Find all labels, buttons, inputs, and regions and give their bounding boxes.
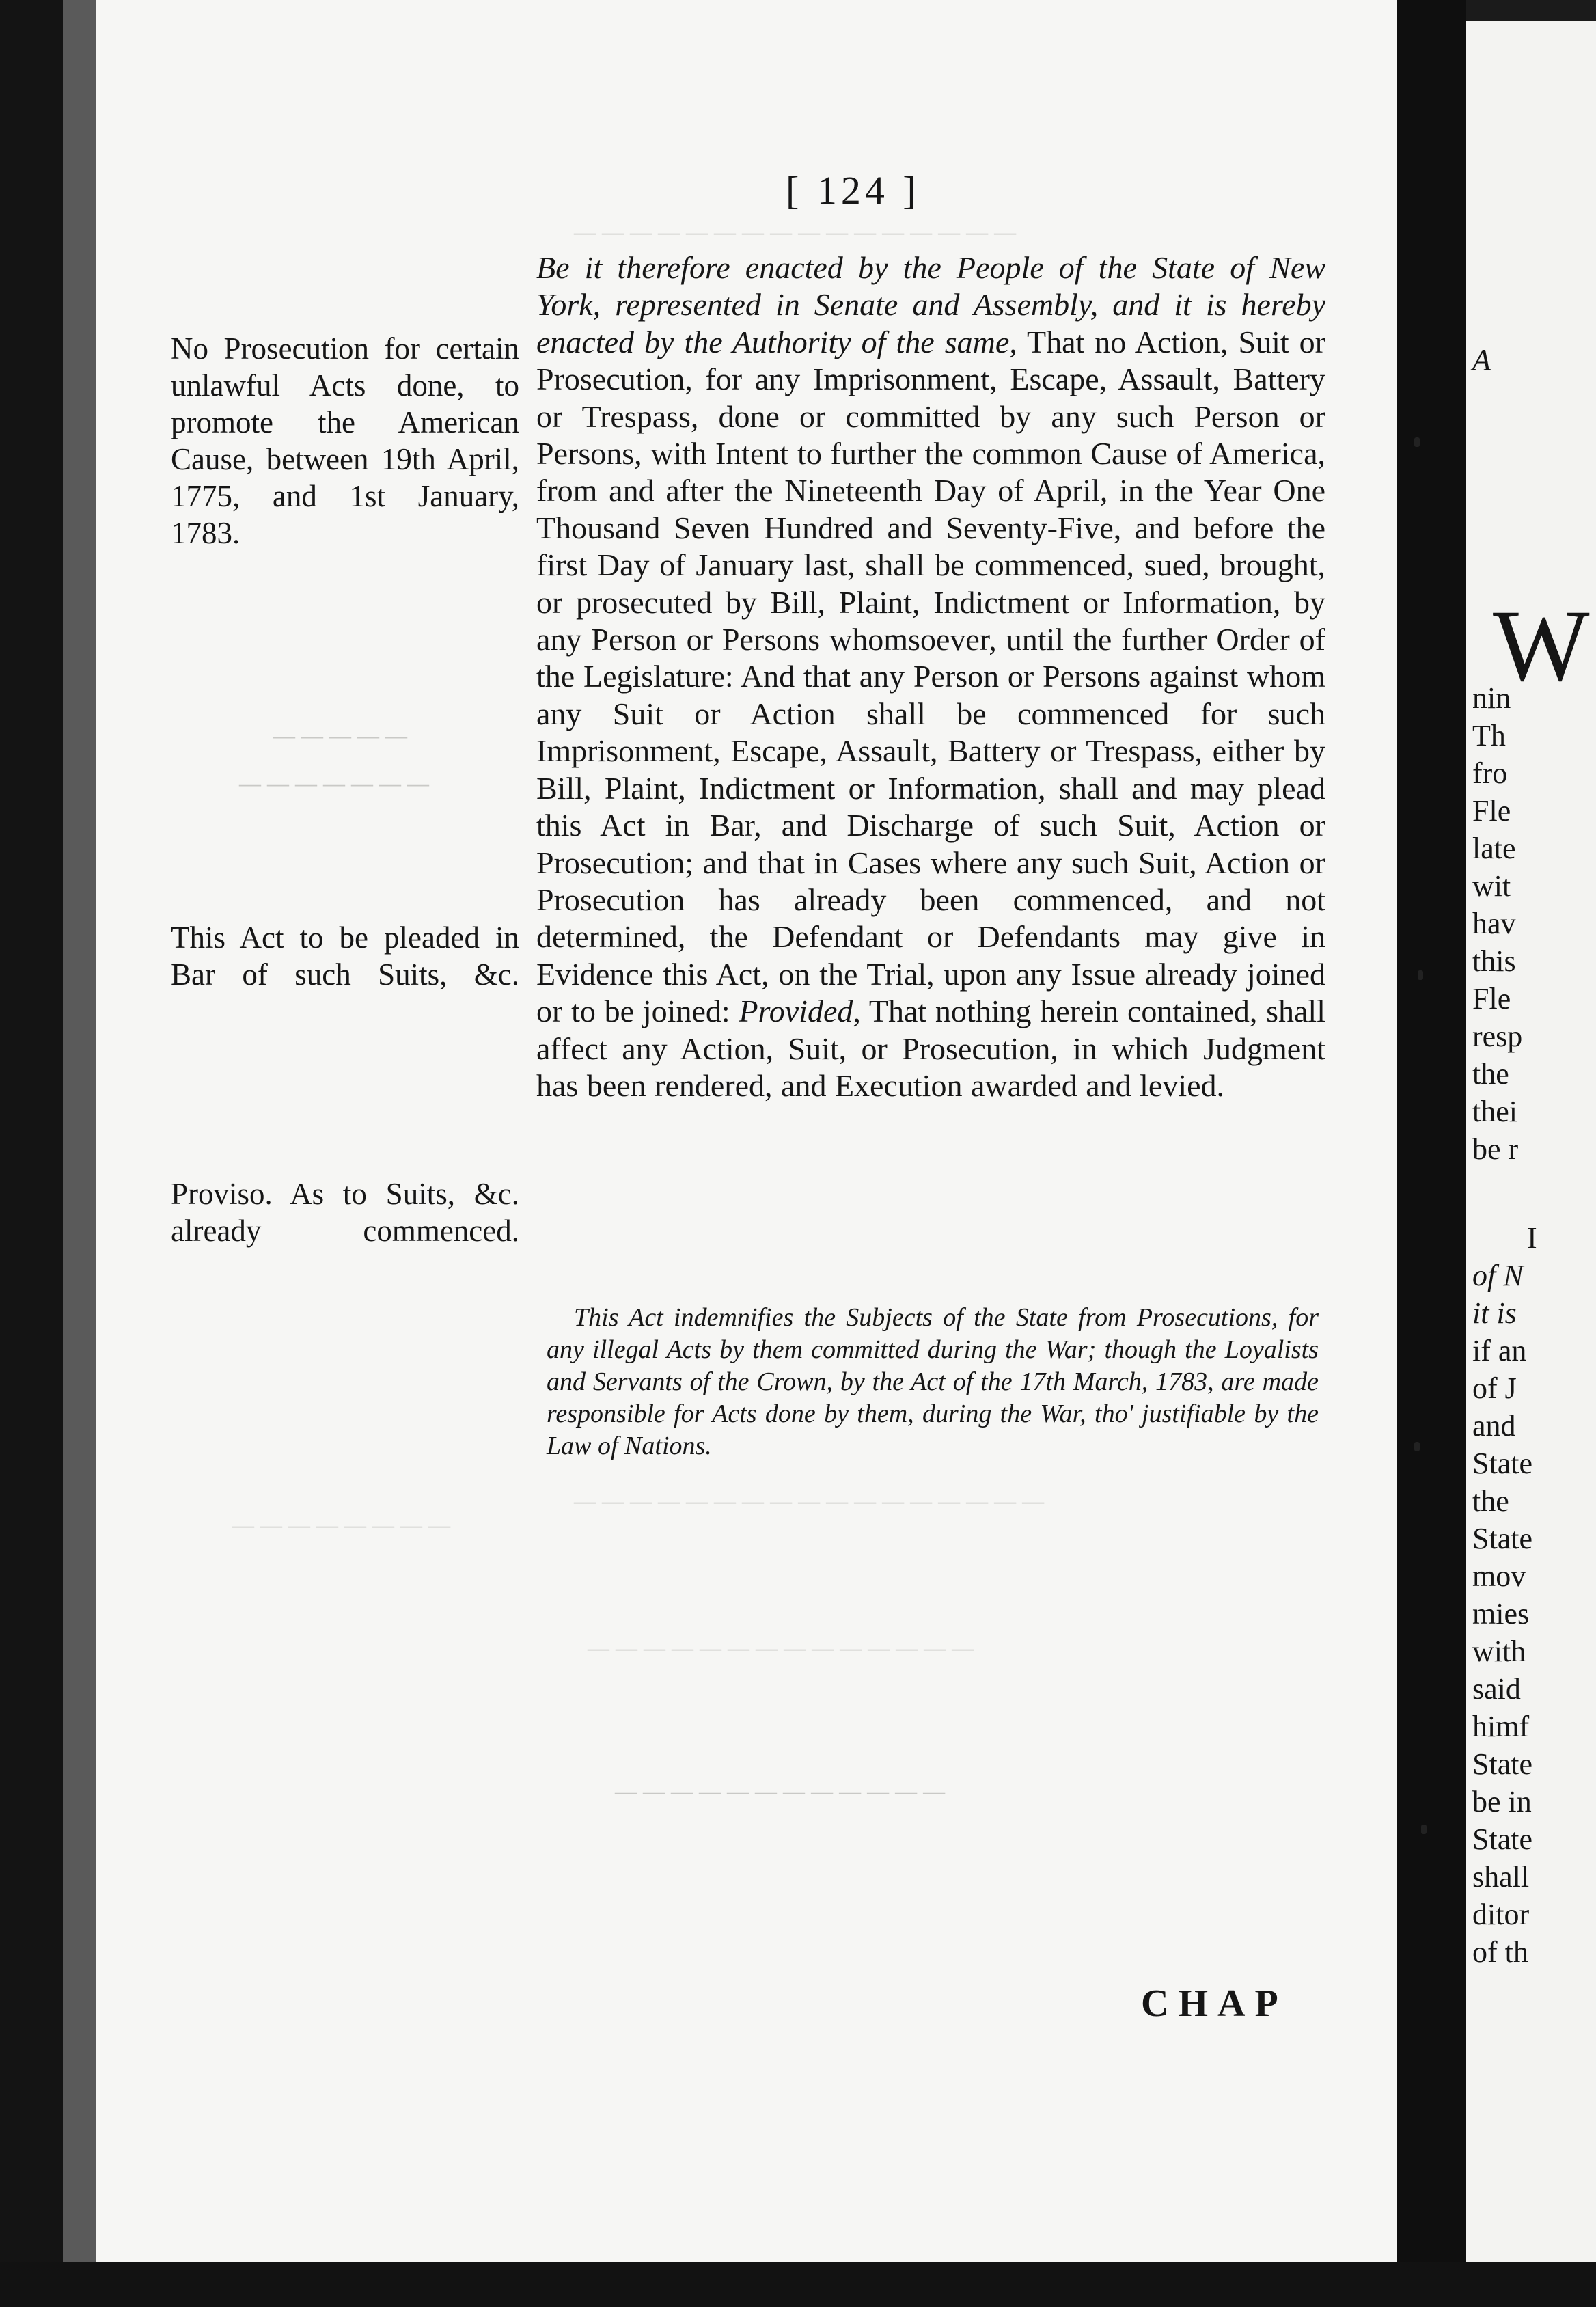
margin-note-no-prosecution: No Prosecution for certain unlawful Acts done, to promote the American Cause, between 19th April, 1775, and 1st January, 1783. [171, 331, 519, 550]
facing-page-fragment: this [1472, 944, 1516, 978]
page-edge [63, 0, 97, 2307]
facing-page-fragment: the [1472, 1057, 1509, 1091]
facing-page-fragment: nin [1472, 681, 1511, 715]
facing-page-fragment: late [1472, 832, 1516, 865]
bleed-through: — — — — — — — — — — — — — — — — — [574, 1487, 1045, 1514]
facing-page-fragment: Th [1472, 719, 1506, 752]
scan-bottom-edge [0, 2262, 1596, 2307]
facing-page-fragment: mies [1472, 1597, 1530, 1630]
bleed-through: — — — — — — — — — — — — — — [588, 1634, 974, 1661]
margin-note-plead-in-bar: This Act to be pleaded in Bar of such Suits, &c. [171, 920, 519, 992]
facing-page-fragment: State [1472, 1747, 1532, 1781]
facing-page-fragment: hav [1472, 907, 1516, 940]
facing-page-fragment: shall [1472, 1860, 1530, 1894]
facing-page-fragment: and [1472, 1409, 1516, 1443]
facing-page-fragment: thei [1472, 1095, 1517, 1128]
facing-page-fragment: the [1472, 1484, 1509, 1518]
statute-body [536, 249, 1325, 1104]
facing-page-fragment: fro [1472, 756, 1508, 790]
page-number: [ 124 ] [786, 168, 920, 213]
editorial-note: This Act indemnifies the Subjects of the State from Prosecutions, for any illegal Acts by them committed during the War; though the Loyalists and Servants of the Crown, by the Act of the 17th March, 1783, are made responsible for Acts done by them, during the War, tho' justifiable by the Law of Nations. [547, 1303, 1319, 1460]
speck [1414, 437, 1420, 447]
speck [1418, 970, 1423, 980]
facing-page [1466, 21, 1596, 2262]
margin-note-proviso: Proviso. As to Suits, &c. already commenced. [171, 1177, 519, 1248]
speck [1414, 1442, 1420, 1451]
statute-text: That no Action, Suit or Prosecution, for any Imprisonment, Escape, Assault, Battery or Trespass, done or committed by any such Person or Persons, with Intent to further the common Cause of America, from and after the Nineteenth Day of April, in the Year One Thousand Seven Hundred and Seventy-Five, and before the first Day of January last, shall be commenced, sued, brought, or prosecuted by Bill, Plaint, Indictment or Information, by any Person or Persons whomsoever, until the further Order of the Legislature: And that any Person or Persons against whom any Suit or Action shall be commenced for such Imprisonment, Escape, Assault, Battery or Trespass, either by Bill, Plaint, Indictment or Information, shall and may plead this Act in Bar, and Discharge of such Suit, Action or Prosecution; and that in Cases where any such Suit, Action or Prosecution has already been commenced, and not determined, the Defendant or Defendants may give in Evidence this Act, on the Trial, upon any Issue already joined or to be joined: [536, 324, 1325, 1029]
facing-page-fragment: mov [1472, 1559, 1526, 1593]
facing-page-fragment: A [1472, 343, 1491, 377]
facing-page-fragment: with [1472, 1635, 1526, 1668]
facing-page-fragment: be in [1472, 1785, 1532, 1818]
facing-page-fragment: said [1472, 1672, 1521, 1706]
facing-page-fragment: State [1472, 1823, 1532, 1856]
facing-page-fragment: be r [1472, 1132, 1519, 1166]
bleed-through: — — — — — — — — [232, 1511, 451, 1538]
speck [1421, 1825, 1427, 1834]
facing-page-fragment: if an [1472, 1334, 1527, 1367]
bleed-through: — — — — — — — [239, 769, 430, 797]
bleed-through: — — — — — [273, 722, 408, 749]
facing-page-fragment: wit [1472, 869, 1511, 903]
facing-page-fragment: it is [1472, 1296, 1517, 1330]
facing-page-fragment: of N [1472, 1259, 1524, 1292]
proviso-text: That nothing herein contained, shall affect any Action, Suit, or Prosecution, in which Judgment has been rendered, and Execution awarded and levied. [536, 994, 1325, 1103]
facing-page-fragment: resp [1472, 1020, 1523, 1053]
enacting-clause: Be it therefore enacted by the People of the State of New York, represented in Senate and Assembly, and it is hereby enacted by the Authority of the same, [536, 250, 1325, 359]
gutter [1397, 0, 1466, 2307]
facing-page-fragment: of th [1472, 1935, 1528, 1969]
proviso-label: Provided, [739, 994, 861, 1029]
facing-page-fragment: Fle [1472, 794, 1511, 828]
facing-page-fragment: I [1527, 1221, 1537, 1255]
facing-page-fragment: State [1472, 1522, 1532, 1555]
facing-page-fragment: ditor [1472, 1898, 1530, 1931]
bleed-through: — — — — — — — — — — — — — — — — [574, 218, 1017, 245]
facing-page-fragment: State [1472, 1447, 1532, 1480]
catchword: CHAP [1141, 1982, 1288, 2025]
bleed-through: — — — — — — — — — — — — [615, 1777, 946, 1805]
facing-page-fragment: Fle [1472, 982, 1511, 1015]
facing-page-fragment: W [1493, 589, 1590, 702]
facing-page-fragment: himf [1472, 1710, 1530, 1743]
facing-page-fragment: of J [1472, 1371, 1517, 1405]
